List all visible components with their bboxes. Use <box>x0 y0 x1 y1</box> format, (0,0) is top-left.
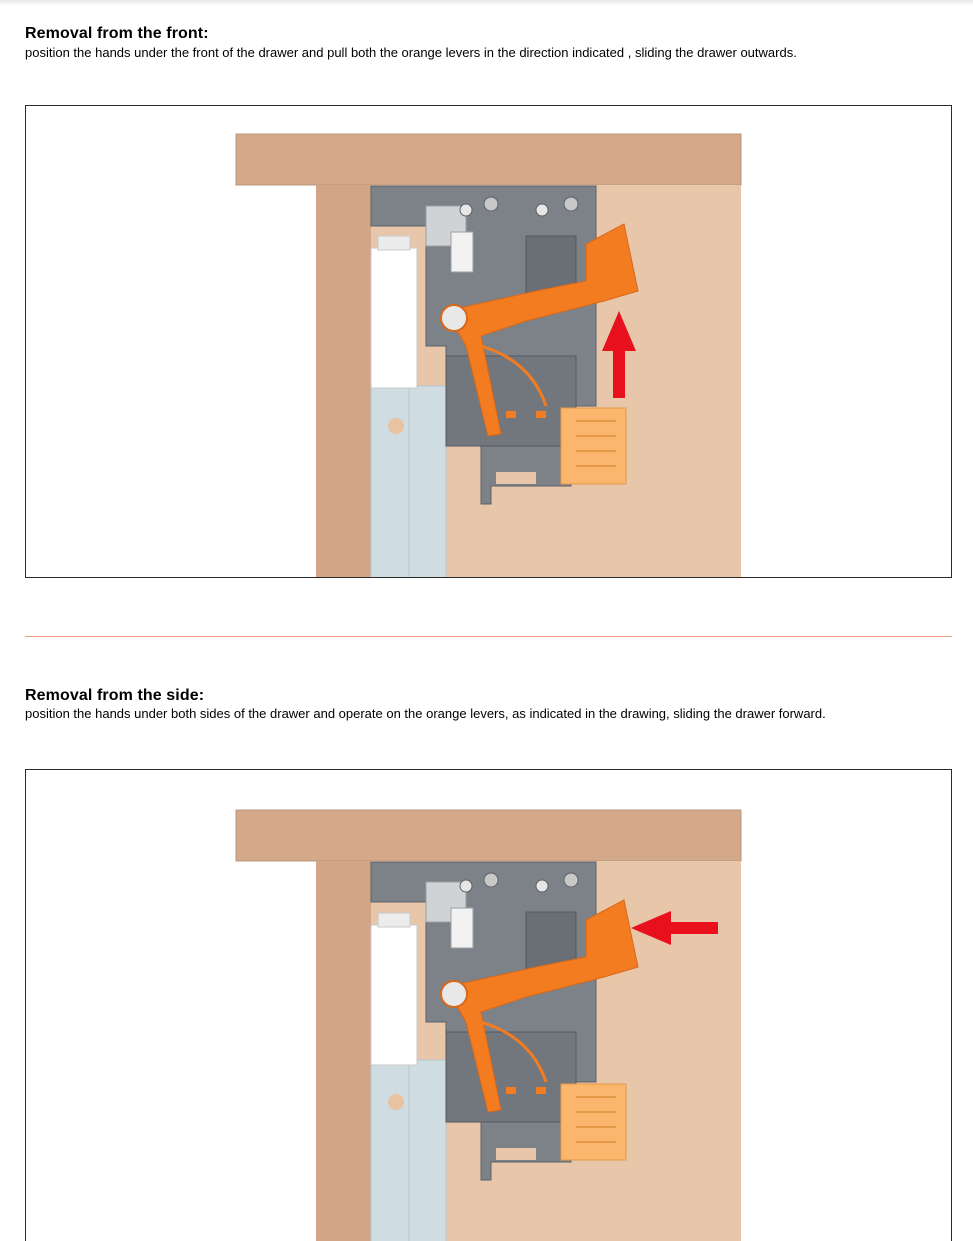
figure-side-removal <box>25 769 952 1241</box>
screw-icon <box>564 873 578 887</box>
screw-icon <box>484 197 498 211</box>
section-divider <box>25 636 952 637</box>
screw-icon <box>484 873 498 887</box>
rail-hole <box>388 1094 404 1110</box>
orange-clip <box>561 408 626 484</box>
white-spring-block <box>371 248 417 388</box>
top-panel <box>236 134 741 185</box>
drawer-mechanism-illustration-front <box>26 106 952 578</box>
top-panel <box>236 810 741 861</box>
section-title-front: Removal from the front: <box>25 25 209 42</box>
section-description-front: position the hands under the front of the drawer and pull both the orange levers in the direction indicated , sliding the drawer outwards. <box>25 45 797 60</box>
lever-pivot-icon <box>441 981 467 1007</box>
white-spring-block <box>371 925 417 1065</box>
screw-icon <box>564 197 578 211</box>
side-wall <box>316 861 371 1241</box>
section-title-side: Removal from the side: <box>25 687 205 704</box>
page-top-shadow <box>0 0 973 6</box>
roller-wheel <box>451 232 473 272</box>
orange-clip <box>561 1084 626 1160</box>
drawer-mechanism-illustration-side <box>26 770 952 1241</box>
lever-pivot-icon <box>441 305 467 331</box>
side-wall <box>316 185 371 578</box>
figure-front-removal <box>25 105 952 578</box>
section-description-side: position the hands under both sides of the drawer and operate on the orange levers, as indicated in the drawing, sliding the drawer forward. <box>25 706 826 721</box>
rail-hole <box>388 418 404 434</box>
roller-wheel <box>451 908 473 948</box>
